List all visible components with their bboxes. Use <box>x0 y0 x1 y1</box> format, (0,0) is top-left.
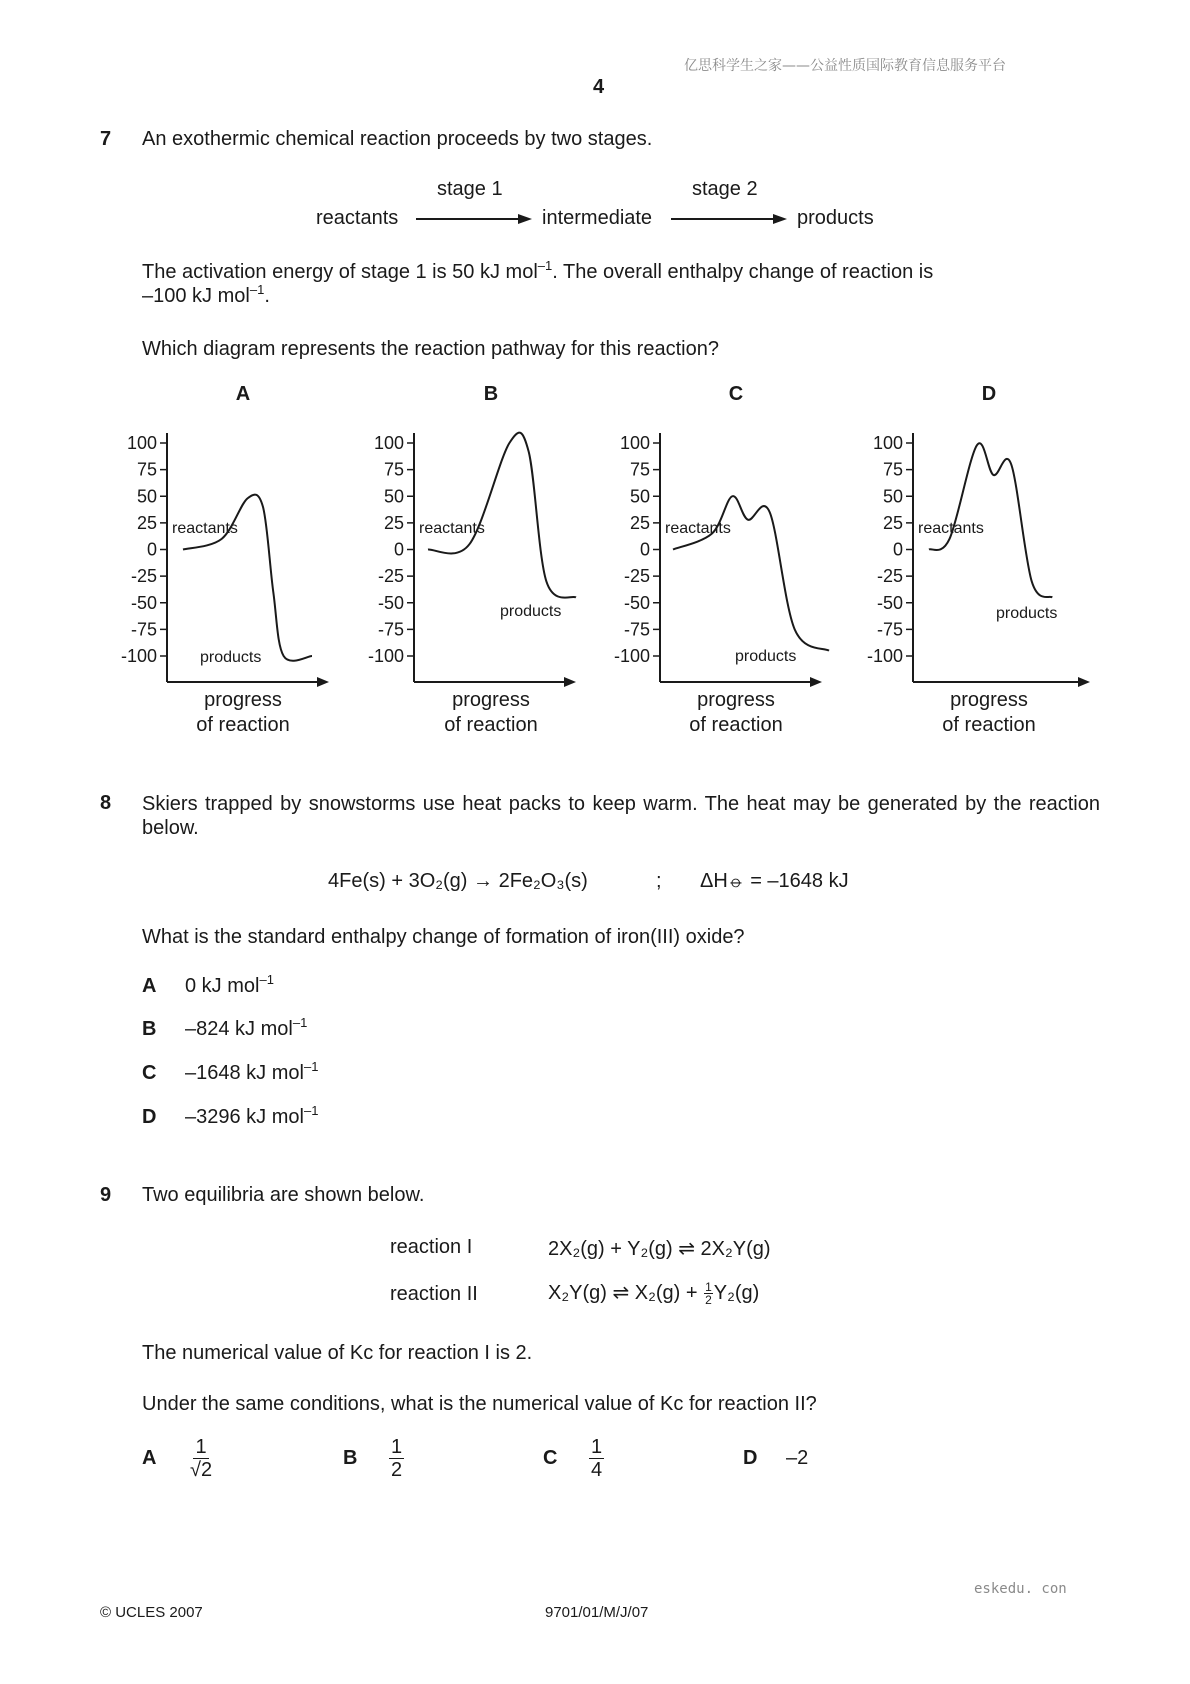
diagram-D-tick-label: 100 <box>872 433 903 453</box>
activation-sup-2: –1 <box>249 282 265 297</box>
activation-tail-1: . The overall enthalpy change of reaction is <box>552 261 934 283</box>
half-den: 2 <box>705 1293 712 1308</box>
q9-c-num: 1 <box>591 1436 603 1458</box>
q9-b-num: 1 <box>391 1436 403 1458</box>
q8-delta-h: ΔH⦵ = –1648 kJ <box>700 870 849 892</box>
question-7-number: 7 <box>100 128 112 150</box>
diagram-A-tick-label: 25 <box>136 512 157 533</box>
diagram-B-tick-label: 50 <box>383 486 404 507</box>
q8-option-a-sup: –1 <box>259 972 274 987</box>
diagram-C-tick-label: -100 <box>613 646 650 666</box>
q9-a-num: 1 <box>195 1436 207 1458</box>
diagram-B-tick-label: -25 <box>377 566 404 587</box>
question-8-number: 8 <box>100 792 112 814</box>
diagram-B-xlabel-2: of reaction <box>444 714 538 736</box>
diagram-D-tick-label: -75 <box>876 619 903 640</box>
footer-watermark: eskedu. con <box>974 1581 1067 1597</box>
diagram-D-tick-label: 25 <box>882 512 903 533</box>
q9-option-c-letter[interactable]: C <box>543 1447 558 1469</box>
diagram-A-tick-label: 75 <box>136 459 157 480</box>
question-7-activation <box>142 260 1100 308</box>
question-9-prompt: Under the same conditions, what is the numerical value of Kc for reaction II? <box>142 1393 817 1415</box>
q8-option-c-value: –1648 kJ mol <box>185 1062 304 1084</box>
q9-a-den: √2 <box>190 1459 213 1481</box>
diagram-B-tick-label: -50 <box>377 592 404 613</box>
diagram-A-tick-label: -50 <box>130 592 157 613</box>
stage1-arrowhead <box>518 214 532 224</box>
q9-option-b[interactable] <box>389 1436 404 1481</box>
question-8-intro: Skiers trapped by snowstorms use heat packs to keep warm. The heat may be generated by the reaction below. <box>142 793 1100 839</box>
diagram-D-tick-label: -100 <box>866 646 903 666</box>
activation-text-2: –100 kJ mol <box>142 285 250 307</box>
half-num: 1 <box>705 1280 712 1295</box>
diagram-C-products-label: products <box>735 648 797 665</box>
q8-option-a[interactable] <box>185 972 274 998</box>
q8-equation: 4Fe(s) + 3O₂(g) → 2Fe₂O₃(s) <box>328 870 588 892</box>
q9-option-c[interactable] <box>589 1436 604 1481</box>
diagram-B-x-arrow <box>564 677 576 687</box>
diagram-D-x-arrow <box>1078 677 1090 687</box>
question-9-intro: Two equilibria are shown below. <box>142 1184 425 1206</box>
diagram-B-xlabel-1: progress <box>452 689 530 711</box>
q9-option-a[interactable] <box>190 1436 212 1481</box>
q9-option-d[interactable]: –2 <box>786 1447 809 1469</box>
q9-c-den: 4 <box>591 1459 603 1481</box>
diagram-B-tick-label: -100 <box>367 646 404 666</box>
energy-diagrams <box>0 380 1190 740</box>
q8-option-d-letter[interactable]: D <box>142 1106 157 1128</box>
activation-sup-1: –1 <box>537 258 553 273</box>
diagram-A-products-label: products <box>200 649 262 666</box>
q9-kc-statement: The numerical value of Kc for reaction I is 2. <box>142 1342 533 1364</box>
diagram-D-title: D <box>981 383 997 405</box>
header-watermark: 亿思科学生之家——公益性质国际教育信息服务平台 <box>684 58 1006 74</box>
diagram-A-tick-label: 100 <box>126 433 157 453</box>
reaction-1-equation: 2X₂(g) + Y₂(g) ⇌ 2X₂Y(g) <box>548 1238 771 1260</box>
diagram-A-tick-label: -100 <box>120 646 157 666</box>
diagram-D-tick-label: 75 <box>882 459 903 480</box>
diagram-C-title: C <box>728 383 744 405</box>
q8-option-a-value: 0 kJ mol <box>185 975 260 997</box>
diagram-C-reactants-label: reactants <box>665 520 731 537</box>
scheme-arrows <box>0 0 1190 260</box>
diagram-C-tick-label: 0 <box>639 539 650 560</box>
diagram-C-tick-label: 50 <box>629 486 650 507</box>
q8-option-b-sup: –1 <box>292 1015 308 1030</box>
diagram-A-tick-label: -25 <box>130 566 157 587</box>
diagram-B-tick-label: 0 <box>393 539 404 560</box>
footer-code: 9701/01/M/J/07 <box>545 1604 649 1621</box>
diagram-D-xlabel-2: of reaction <box>942 714 1036 736</box>
reaction-2-left: X₂Y(g) ⇌ X₂(g) + <box>548 1282 698 1304</box>
diagram-B-tick-label: 75 <box>383 459 404 480</box>
diagram-B-products-label: products <box>500 603 562 620</box>
diagram-C-tick-label: -75 <box>623 619 650 640</box>
activation-tail-2: . <box>264 285 270 307</box>
page-number: 4 <box>593 76 605 98</box>
q8-option-b-value: –824 kJ mol <box>185 1018 293 1040</box>
q8-option-c-letter[interactable]: C <box>142 1062 157 1084</box>
q8-option-d-value: –3296 kJ mol <box>185 1106 304 1128</box>
reaction-2-half <box>704 1281 713 1306</box>
q9-b-den: 2 <box>391 1459 403 1481</box>
diagram-D-tick-label: 0 <box>892 539 903 560</box>
diagram-B-tick-label: 25 <box>383 512 404 533</box>
diagram-B-reactants-label: reactants <box>419 520 485 537</box>
diagram-A-tick-label: -75 <box>130 619 157 640</box>
scheme-intermediate: intermediate <box>542 207 653 229</box>
reaction-2-equation <box>548 1280 759 1306</box>
diagram-C-tick-label: 25 <box>629 512 650 533</box>
diagram-C-tick-label: 75 <box>629 459 650 480</box>
diagram-C-tick-label: -25 <box>623 566 650 587</box>
diagram-B-tick-label: -75 <box>377 619 404 640</box>
diagram-B-tick-label: 100 <box>373 433 404 453</box>
q8-option-b-letter[interactable]: B <box>142 1018 157 1040</box>
scheme-stage1: stage 1 <box>437 178 503 200</box>
stage2-arrowhead <box>773 214 787 224</box>
scheme-stage2: stage 2 <box>692 178 758 200</box>
diagram-B-curve <box>428 433 576 598</box>
reaction-2-label: reaction II <box>390 1283 478 1305</box>
question-8-prompt: What is the standard enthalpy change of formation of iron(III) oxide? <box>142 926 745 948</box>
q9-option-d-letter[interactable]: D <box>743 1447 758 1469</box>
diagram-C-tick-label: -50 <box>623 592 650 613</box>
diagram-D-tick-label: -50 <box>876 592 903 613</box>
diagram-D-reactants-label: reactants <box>918 520 984 537</box>
q8-option-a-letter[interactable]: A <box>142 975 157 997</box>
diagram-D-products-label: products <box>996 605 1058 622</box>
diagram-D-tick-label: 50 <box>882 486 903 507</box>
diagram-C-tick-label: 100 <box>619 433 650 453</box>
scheme-reactants: reactants <box>316 207 399 229</box>
q8-option-c[interactable] <box>185 1059 319 1085</box>
q8-option-d-sup: –1 <box>303 1103 319 1118</box>
q8-separator: ; <box>656 870 662 892</box>
diagram-B-title: B <box>483 383 499 405</box>
diagram-C-x-arrow <box>810 677 822 687</box>
diagram-C-xlabel-1: progress <box>697 689 775 711</box>
diagram-A-title: A <box>235 383 251 405</box>
diagram-A-tick-label: 50 <box>136 486 157 507</box>
diagram-A-xlabel-2: of reaction <box>196 714 290 736</box>
reaction-2-right: Y₂(g) <box>713 1282 760 1304</box>
q8-option-c-sup: –1 <box>303 1059 319 1074</box>
q9-option-a-letter[interactable]: A <box>142 1447 157 1469</box>
diagram-C-xlabel-2: of reaction <box>689 714 783 736</box>
q8-option-b[interactable] <box>185 1015 308 1041</box>
energy-diagrams-svg <box>0 380 1190 740</box>
scheme-products: products <box>797 207 874 229</box>
diagram-A-xlabel-1: progress <box>204 689 282 711</box>
question-7-prompt: Which diagram represents the reaction pathway for this reaction? <box>142 338 719 360</box>
diagram-D-tick-label: -25 <box>876 566 903 587</box>
q9-option-b-letter[interactable]: B <box>343 1447 358 1469</box>
question-7-intro: An exothermic chemical reaction proceeds by two stages. <box>142 128 653 150</box>
diagram-A-reactants-label: reactants <box>172 520 238 537</box>
activation-text-1: The activation energy of stage 1 is 50 kJ mol <box>142 261 538 283</box>
footer-copyright: © UCLES 2007 <box>100 1604 203 1621</box>
diagram-D-xlabel-1: progress <box>950 689 1028 711</box>
q8-option-d[interactable] <box>185 1103 319 1129</box>
diagram-A-x-arrow <box>317 677 329 687</box>
question-9-number: 9 <box>100 1184 112 1206</box>
reaction-1-label: reaction I <box>390 1236 473 1258</box>
diagram-A-tick-label: 0 <box>146 539 157 560</box>
